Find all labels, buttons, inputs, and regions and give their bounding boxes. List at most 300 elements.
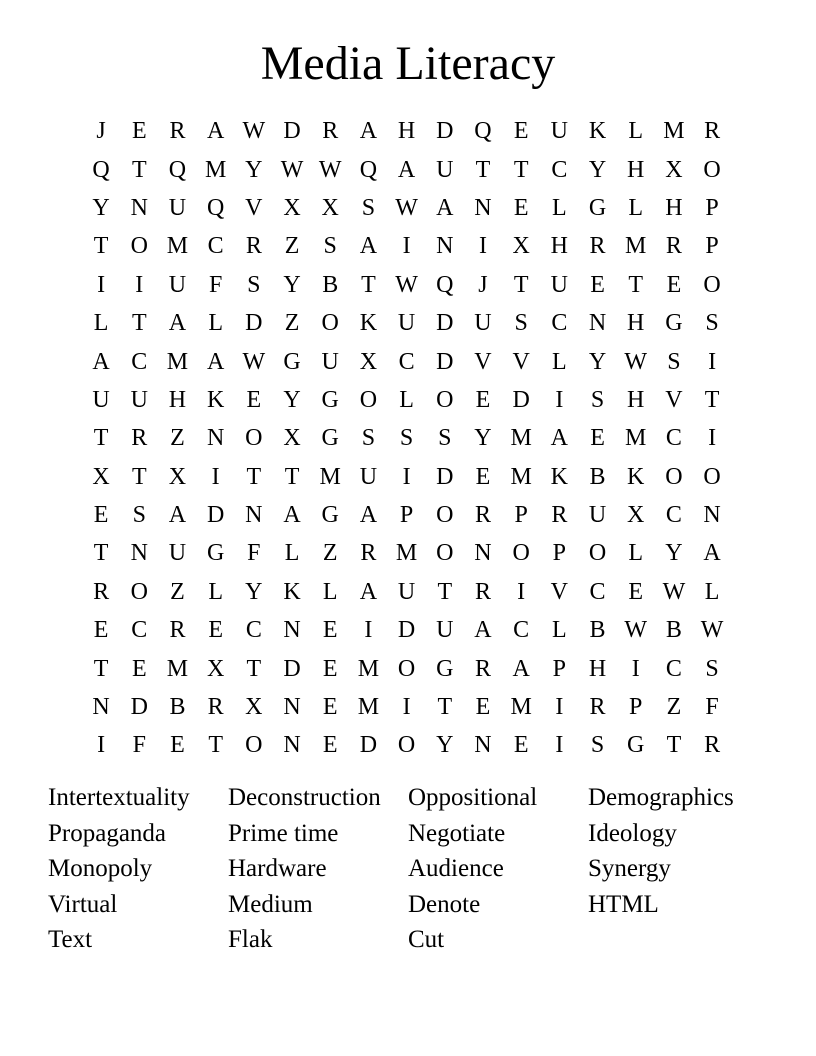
- grid-letter: H: [665, 194, 683, 221]
- grid-letter: C: [665, 502, 682, 529]
- grid-letter: T: [131, 463, 147, 490]
- word-bank-item: Intertextuality: [48, 784, 190, 811]
- grid-letter: Q: [436, 271, 454, 298]
- grid-letter: V: [512, 348, 530, 375]
- grid-letter: I: [402, 233, 411, 260]
- grid-letter: C: [131, 617, 148, 644]
- grid-letter: H: [627, 156, 645, 183]
- grid-letter: A: [359, 118, 378, 145]
- grid-letter: F: [208, 271, 223, 298]
- grid-letter: E: [322, 732, 338, 759]
- grid-letter: E: [513, 118, 529, 145]
- grid-letter: D: [397, 617, 416, 644]
- grid-row: [82, 266, 731, 304]
- grid-letter: R: [551, 502, 568, 529]
- grid-letter: C: [398, 348, 415, 375]
- grid-letter: E: [322, 617, 338, 644]
- word-bank-item: Text: [48, 926, 93, 954]
- grid-letter: M: [663, 118, 685, 145]
- grid-letter: T: [284, 463, 300, 490]
- grid-letter: K: [283, 578, 301, 605]
- word-bank-item: Audience: [408, 855, 504, 883]
- grid-letter: R: [474, 502, 491, 529]
- grid-letter: N: [436, 233, 454, 260]
- grid-letter: O: [703, 463, 721, 490]
- grid-row: [82, 342, 731, 380]
- grid-letter: Y: [245, 156, 263, 183]
- grid-row: [82, 381, 731, 419]
- grid-letter: D: [512, 386, 530, 413]
- grid-letter: E: [208, 617, 223, 644]
- grid-letter: N: [283, 694, 301, 721]
- grid-letter: M: [625, 425, 647, 452]
- grid-letter: Q: [474, 118, 492, 145]
- grid-letter: N: [474, 732, 492, 759]
- grid-letter: E: [513, 194, 529, 221]
- grid-letter: G: [206, 540, 225, 567]
- grid-letter: C: [665, 655, 682, 682]
- grid-letter: X: [245, 694, 263, 721]
- grid-letter: U: [359, 463, 378, 490]
- grid-letter: G: [627, 732, 645, 759]
- grid-letter: E: [322, 655, 338, 682]
- word-bank-item: Flak: [228, 926, 273, 954]
- grid-letter: W: [395, 271, 418, 298]
- grid-letter: R: [131, 425, 148, 452]
- grid-letter: T: [93, 425, 109, 452]
- grid-letter: X: [283, 194, 301, 221]
- grid-letter: Y: [283, 386, 301, 413]
- grid-letter: C: [245, 617, 262, 644]
- grid-letter: Z: [666, 694, 682, 721]
- grid-letter: N: [474, 194, 492, 221]
- grid-letter: H: [397, 118, 416, 145]
- grid-letter: S: [438, 425, 452, 452]
- grid-letter: K: [206, 386, 225, 413]
- grid-letter: I: [402, 694, 411, 721]
- grid-letter: A: [206, 348, 225, 375]
- grid-letter: I: [708, 425, 717, 452]
- grid-letter: G: [321, 425, 339, 452]
- grid-letter: E: [475, 463, 491, 490]
- grid-letter: D: [245, 310, 263, 337]
- grid-letter: P: [705, 233, 719, 260]
- grid-letter: E: [513, 732, 529, 759]
- grid-letter: Z: [284, 310, 300, 337]
- grid-letter: F: [705, 694, 719, 721]
- grid-letter: G: [321, 502, 339, 529]
- grid-letter: O: [665, 463, 683, 490]
- grid-letter: W: [395, 194, 418, 221]
- grid-letter: R: [169, 617, 186, 644]
- grid-row: [82, 458, 731, 496]
- grid-letter: W: [318, 156, 342, 183]
- grid-letter: T: [93, 655, 109, 682]
- grid-letter: W: [624, 617, 648, 644]
- grid-letter: Y: [245, 578, 263, 605]
- grid-letter: L: [628, 118, 644, 145]
- grid-row: [82, 304, 731, 342]
- grid-letter: X: [168, 463, 187, 490]
- grid-letter: W: [624, 348, 648, 375]
- grid-letter: I: [517, 578, 526, 605]
- grid-letter: N: [588, 310, 607, 337]
- word-bank-item: Cut: [408, 926, 445, 954]
- grid-letter: J: [96, 118, 106, 145]
- grid-letter: T: [513, 156, 529, 183]
- grid-letter: I: [631, 655, 640, 682]
- letter-grid: [82, 112, 731, 765]
- grid-letter: N: [703, 502, 721, 529]
- grid-letter: R: [93, 578, 110, 605]
- grid-letter: N: [130, 540, 148, 567]
- word-bank-item: Monopoly: [48, 855, 153, 883]
- grid-row: [82, 227, 731, 265]
- grid-letter: S: [705, 655, 719, 682]
- grid-letter: G: [321, 386, 339, 413]
- word-bank-item: Oppositional: [408, 784, 538, 811]
- grid-row: [82, 496, 731, 534]
- grid-letter: S: [705, 310, 719, 337]
- grid-letter: K: [588, 118, 607, 145]
- grid-letter: Q: [359, 156, 378, 183]
- grid-letter: C: [551, 310, 568, 337]
- grid-letter: H: [627, 386, 645, 413]
- grid-letter: U: [397, 310, 416, 337]
- grid-letter: O: [703, 156, 721, 183]
- grid-letter: Z: [170, 578, 185, 605]
- grid-letter: U: [130, 386, 148, 413]
- grid-letter: O: [436, 386, 454, 413]
- grid-letter: T: [666, 732, 682, 759]
- grid-letter: O: [436, 502, 454, 529]
- grid-letter: Y: [588, 156, 607, 183]
- word-bank-item: Deconstruction: [228, 784, 381, 811]
- grid-letter: E: [246, 386, 262, 413]
- grid-letter: B: [169, 694, 186, 721]
- grid-letter: U: [474, 310, 492, 337]
- grid-letter: U: [168, 271, 187, 298]
- grid-row: [82, 112, 731, 150]
- grid-letter: T: [93, 540, 109, 567]
- grid-letter: E: [131, 655, 147, 682]
- grid-letter: U: [321, 348, 339, 375]
- grid-letter: Z: [284, 233, 300, 260]
- word-bank-item: Virtual: [48, 890, 118, 918]
- grid-letter: U: [550, 271, 569, 298]
- grid-letter: I: [364, 617, 373, 644]
- grid-letter: I: [402, 463, 411, 490]
- grid-letter: I: [135, 271, 144, 298]
- grid-letter: N: [245, 502, 263, 529]
- grid-letter: X: [92, 463, 110, 490]
- grid-letter: Z: [170, 425, 185, 452]
- grid-letter: R: [474, 578, 491, 605]
- grid-letter: E: [322, 694, 338, 721]
- grid-letter: M: [166, 348, 189, 375]
- grid-letter: A: [359, 578, 378, 605]
- grid-row: [82, 726, 731, 764]
- grid-letter: L: [552, 348, 567, 375]
- grid-letter: G: [283, 348, 301, 375]
- grid-letter: Q: [206, 194, 225, 221]
- grid-letter: X: [206, 655, 225, 682]
- grid-letter: H: [168, 386, 187, 413]
- grid-letter: D: [436, 463, 454, 490]
- grid-letter: M: [510, 425, 532, 452]
- grid-row: [82, 419, 731, 457]
- grid-letter: A: [168, 310, 187, 337]
- grid-letter: A: [703, 540, 721, 567]
- grid-letter: G: [665, 310, 683, 337]
- grid-letter: T: [246, 655, 262, 682]
- grid-letter: R: [169, 118, 186, 145]
- grid-letter: S: [247, 271, 261, 298]
- grid-letter: E: [475, 694, 491, 721]
- word-bank-item: Synergy: [588, 855, 671, 883]
- grid-letter: I: [478, 233, 487, 260]
- grid-letter: U: [588, 502, 607, 529]
- grid-letter: L: [208, 310, 223, 337]
- grid-letter: H: [550, 233, 569, 260]
- grid-letter: H: [627, 310, 645, 337]
- grid-letter: R: [360, 540, 377, 567]
- grid-letter: L: [284, 540, 300, 567]
- grid-letter: B: [665, 617, 682, 644]
- grid-letter: V: [474, 348, 492, 375]
- grid-letter: A: [474, 617, 492, 644]
- grid-letter: Y: [436, 732, 454, 759]
- grid-letter: O: [588, 540, 607, 567]
- grid-letter: C: [513, 617, 530, 644]
- grid-letter: V: [245, 194, 263, 221]
- grid-letter: S: [361, 425, 376, 452]
- grid-letter: E: [93, 617, 109, 644]
- grid-letter: R: [589, 694, 606, 721]
- grid-letter: T: [704, 386, 720, 413]
- grid-letter: Y: [92, 194, 110, 221]
- grid-row: [82, 573, 731, 611]
- grid-letter: T: [628, 271, 644, 298]
- word-bank-item: Prime time: [228, 819, 339, 847]
- grid-letter: R: [704, 118, 721, 145]
- grid-letter: X: [321, 194, 339, 221]
- grid-letter: D: [283, 655, 301, 682]
- grid-letter: R: [207, 694, 224, 721]
- grid-letter: T: [93, 233, 109, 260]
- grid-letter: B: [322, 271, 339, 298]
- grid-letter: M: [319, 463, 341, 490]
- grid-letter: R: [322, 118, 339, 145]
- grid-letter: D: [436, 310, 454, 337]
- grid-letter: Q: [92, 156, 110, 183]
- word-bank-item: Ideology: [588, 819, 677, 847]
- grid-row: [82, 688, 731, 726]
- grid-letter: B: [589, 617, 606, 644]
- grid-letter: Y: [588, 348, 607, 375]
- grid-letter: W: [280, 156, 304, 183]
- grid-letter: S: [590, 386, 605, 413]
- grid-letter: M: [395, 540, 418, 567]
- word-bank-item: Propaganda: [48, 819, 167, 847]
- grid-letter: T: [208, 732, 223, 759]
- grid-letter: T: [513, 271, 529, 298]
- grid-letter: X: [665, 156, 683, 183]
- grid-letter: T: [131, 156, 147, 183]
- grid-letter: O: [512, 540, 530, 567]
- grid-letter: S: [667, 348, 681, 375]
- grid-letter: S: [590, 732, 605, 759]
- grid-letter: L: [322, 578, 338, 605]
- grid-letter: R: [704, 732, 721, 759]
- grid-letter: L: [93, 310, 109, 337]
- grid-letter: G: [588, 194, 607, 221]
- grid-letter: U: [168, 540, 187, 567]
- grid-letter: M: [166, 655, 189, 682]
- grid-letter: A: [92, 348, 110, 375]
- grid-letter: O: [245, 425, 263, 452]
- grid-letter: B: [589, 463, 606, 490]
- grid-letter: L: [208, 578, 223, 605]
- grid-letter: D: [283, 118, 301, 145]
- grid-letter: N: [283, 617, 301, 644]
- grid-letter: E: [93, 502, 109, 529]
- grid-letter: L: [628, 194, 644, 221]
- grid-letter: O: [321, 310, 339, 337]
- grid-letter: H: [588, 655, 607, 682]
- grid-letter: R: [245, 233, 262, 260]
- grid-letter: S: [132, 502, 146, 529]
- grid-letter: E: [628, 578, 644, 605]
- grid-letter: P: [705, 194, 719, 221]
- grid-letter: O: [397, 732, 416, 759]
- grid-letter: P: [552, 655, 567, 682]
- grid-letter: O: [130, 233, 148, 260]
- grid-letter: L: [552, 194, 567, 221]
- word-bank-item: Denote: [408, 890, 481, 918]
- grid-letter: D: [206, 502, 225, 529]
- grid-letter: U: [436, 617, 454, 644]
- grid-row: [82, 611, 731, 649]
- grid-letter: N: [130, 194, 148, 221]
- grid-letter: K: [359, 310, 378, 337]
- grid-row: [82, 534, 731, 572]
- grid-letter: E: [590, 271, 605, 298]
- grid-letter: A: [206, 118, 225, 145]
- word-bank: [48, 780, 768, 958]
- grid-letter: T: [131, 310, 147, 337]
- grid-letter: O: [245, 732, 263, 759]
- grid-letter: M: [357, 694, 380, 721]
- grid-letter: K: [627, 463, 645, 490]
- grid-letter: A: [283, 502, 301, 529]
- grid-letter: W: [242, 118, 266, 145]
- grid-row: [82, 649, 731, 687]
- grid-letter: Q: [168, 156, 187, 183]
- grid-letter: C: [589, 578, 606, 605]
- grid-letter: O: [703, 271, 721, 298]
- grid-letter: P: [552, 540, 567, 567]
- grid-letter: T: [475, 156, 491, 183]
- grid-letter: W: [242, 348, 266, 375]
- grid-row: [82, 150, 731, 188]
- grid-letter: O: [359, 386, 378, 413]
- grid-row: [82, 189, 731, 227]
- grid-letter: A: [359, 502, 378, 529]
- grid-letter: O: [130, 578, 148, 605]
- grid-letter: D: [359, 732, 378, 759]
- grid-letter: O: [436, 540, 454, 567]
- grid-letter: L: [399, 386, 414, 413]
- grid-letter: A: [436, 194, 454, 221]
- grid-letter: N: [283, 732, 301, 759]
- grid-letter: P: [399, 502, 414, 529]
- grid-letter: R: [665, 233, 682, 260]
- grid-letter: V: [665, 386, 683, 413]
- grid-letter: U: [168, 194, 187, 221]
- grid-letter: D: [436, 348, 454, 375]
- grid-letter: M: [510, 463, 532, 490]
- word-bank-item: Demographics: [588, 784, 734, 811]
- grid-letter: R: [589, 233, 606, 260]
- grid-letter: F: [247, 540, 261, 567]
- grid-letter: I: [555, 386, 564, 413]
- grid-letter: L: [704, 578, 720, 605]
- grid-letter: U: [550, 118, 569, 145]
- grid-letter: I: [555, 732, 564, 759]
- grid-letter: D: [436, 118, 454, 145]
- grid-letter: D: [130, 694, 148, 721]
- grid-letter: T: [361, 271, 376, 298]
- grid-letter: U: [92, 386, 110, 413]
- grid-letter: T: [437, 694, 453, 721]
- grid-letter: J: [478, 271, 488, 298]
- grid-letter: N: [92, 694, 110, 721]
- grid-letter: X: [627, 502, 645, 529]
- word-bank-item: HTML: [588, 890, 659, 918]
- grid-letter: M: [357, 655, 380, 682]
- grid-letter: S: [514, 310, 528, 337]
- grid-letter: U: [436, 156, 454, 183]
- grid-letter: X: [359, 348, 378, 375]
- grid-letter: I: [97, 271, 106, 298]
- grid-letter: U: [397, 578, 416, 605]
- grid-letter: O: [397, 655, 416, 682]
- grid-letter: X: [512, 233, 530, 260]
- grid-letter: G: [436, 655, 454, 682]
- grid-letter: X: [283, 425, 301, 452]
- grid-letter: M: [204, 156, 227, 183]
- grid-letter: C: [665, 425, 682, 452]
- grid-letter: S: [323, 233, 337, 260]
- grid-letter: L: [552, 617, 567, 644]
- grid-letter: T: [246, 463, 262, 490]
- grid-letter: M: [166, 233, 189, 260]
- grid-letter: A: [168, 502, 187, 529]
- grid-letter: E: [170, 732, 185, 759]
- grid-letter: N: [206, 425, 225, 452]
- grid-letter: E: [131, 118, 147, 145]
- grid-letter: P: [629, 694, 643, 721]
- grid-letter: E: [475, 386, 491, 413]
- grid-letter: C: [131, 348, 148, 375]
- grid-letter: Y: [283, 271, 301, 298]
- grid-letter: N: [474, 540, 492, 567]
- word-bank-item: Negotiate: [408, 819, 506, 847]
- grid-letter: Y: [665, 540, 683, 567]
- grid-letter: F: [132, 732, 146, 759]
- grid-letter: I: [211, 463, 220, 490]
